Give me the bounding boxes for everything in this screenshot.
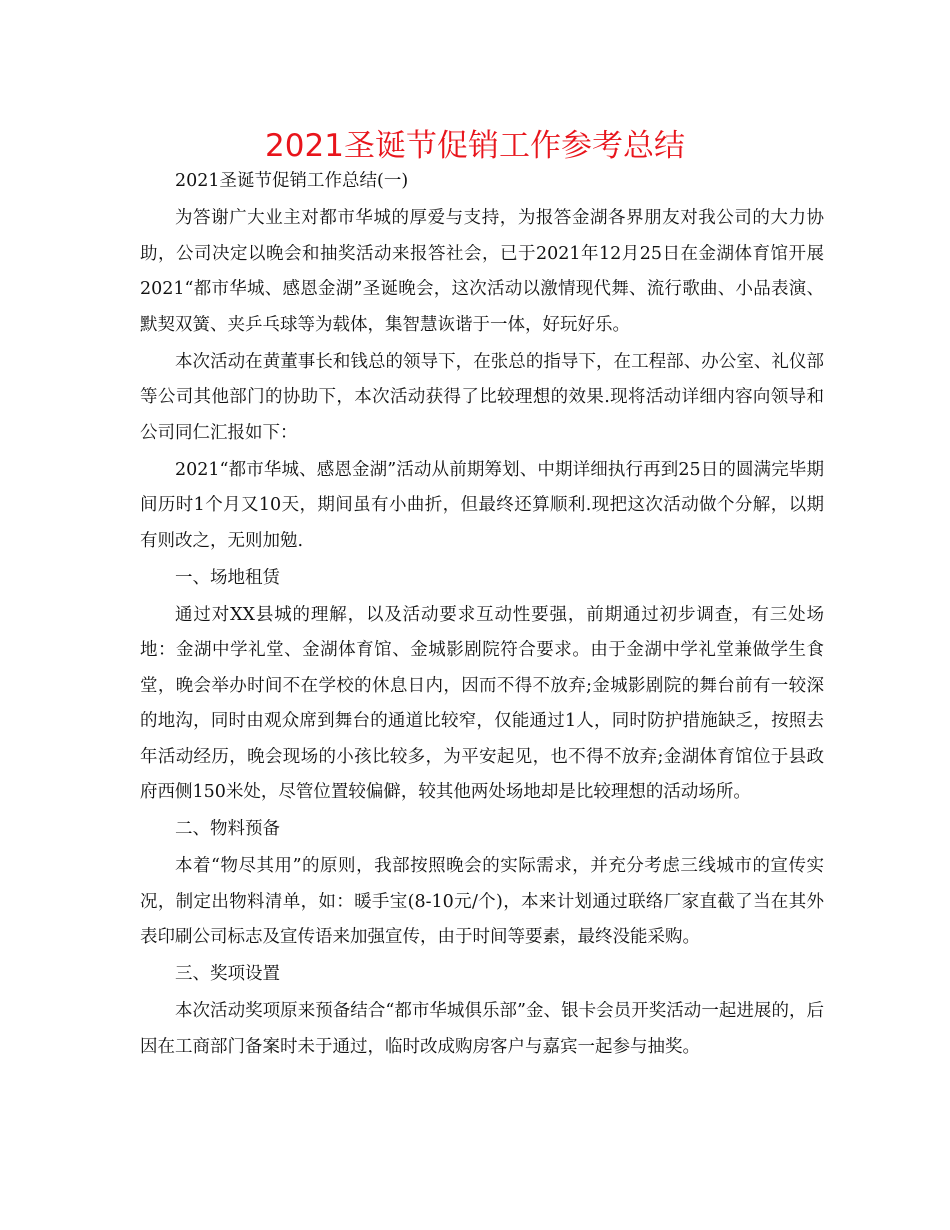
section-heading-materials: 二、物料预备 <box>175 819 280 839</box>
document-body <box>140 164 824 1065</box>
paragraph-leadership: 本次活动在黄董事长和钱总的领导下，在张总的指导下，在工程部、办公室、礼仪部等公司其他部门的协助下，本次活动获得了比较理想的效果.现将活动详细内容向领导和公司同仁汇报如下： <box>140 351 824 443</box>
section-heading-prizes: 三、奖项设置 <box>175 964 280 984</box>
paragraph-intro: 为答谢广大业主对都市华城的厚爱与支持，为报答金湖各界朋友对我公司的大力协助，公司决定以晚会和抽奖活动来报答社会，已于2021年12月25日在金湖体育馆开展2021“都市华城、感恩金湖”圣诞晚会，这次活动以激情现代舞、流行歌曲、小品表演、默契双簧、夹乒乓球等为载体，集智慧诙谐于一体，好玩好乐。 <box>140 208 824 335</box>
paragraph-materials: 本着“物尽其用”的原则，我部按照晚会的实际需求，并充分考虑三线城市的宣传实况，制定出物料清单，如：暖手宝(8-10元/个)，本来计划通过联络厂家直截了当在其外表印刷公司标志及宣传语来加强宣传，由于时间等要素，最终没能采购。 <box>140 856 824 947</box>
document-title: 2021圣诞节促销工作参考总结 <box>265 128 685 164</box>
paragraph-venue: 通过对XX县城的理解，以及活动要求互动性要强，前期通过初步调查，有三处场地：金湖中学礼堂、金湖体育馆、金城影剧院符合要求。由于金湖中学礼堂兼做学生食堂，晚会举办时间不在学校的休息日内，因而不得不放弃;金城影剧院的舞台前有一较深的地沟，同时由观众席到舞台的通道比较窄，仅能通过1人，同时防护措施缺乏，按照去年活动经历，晚会现场的小孩比较多，为平安起见，也不得不放弃;金湖体育馆位于县政府西侧150米处，尽管位置较偏僻，较其他两处场地却是比较理想的活动场所。 <box>140 604 824 802</box>
paragraph-prizes: 本次活动奖项原来预备结合“都市华城俱乐部”金、银卡会员开奖活动一起进展的，后因在工商部门备案时未于通过，临时改成购房客户与嘉宾一起参与抽奖。 <box>140 1001 824 1057</box>
section-heading-venue: 一、场地租赁 <box>175 567 280 588</box>
subtitle: 2021圣诞节促销工作总结(一) <box>175 171 409 191</box>
paragraph-overview: 2021“都市华城、感恩金湖”活动从前期筹划、中期详细执行再到25日的圆满完毕期间历时1个月又10天，期间虽有小曲折，但最终还算顺利.现把这次活动做个分解，以期有则改之，无则加勉. <box>140 459 824 551</box>
